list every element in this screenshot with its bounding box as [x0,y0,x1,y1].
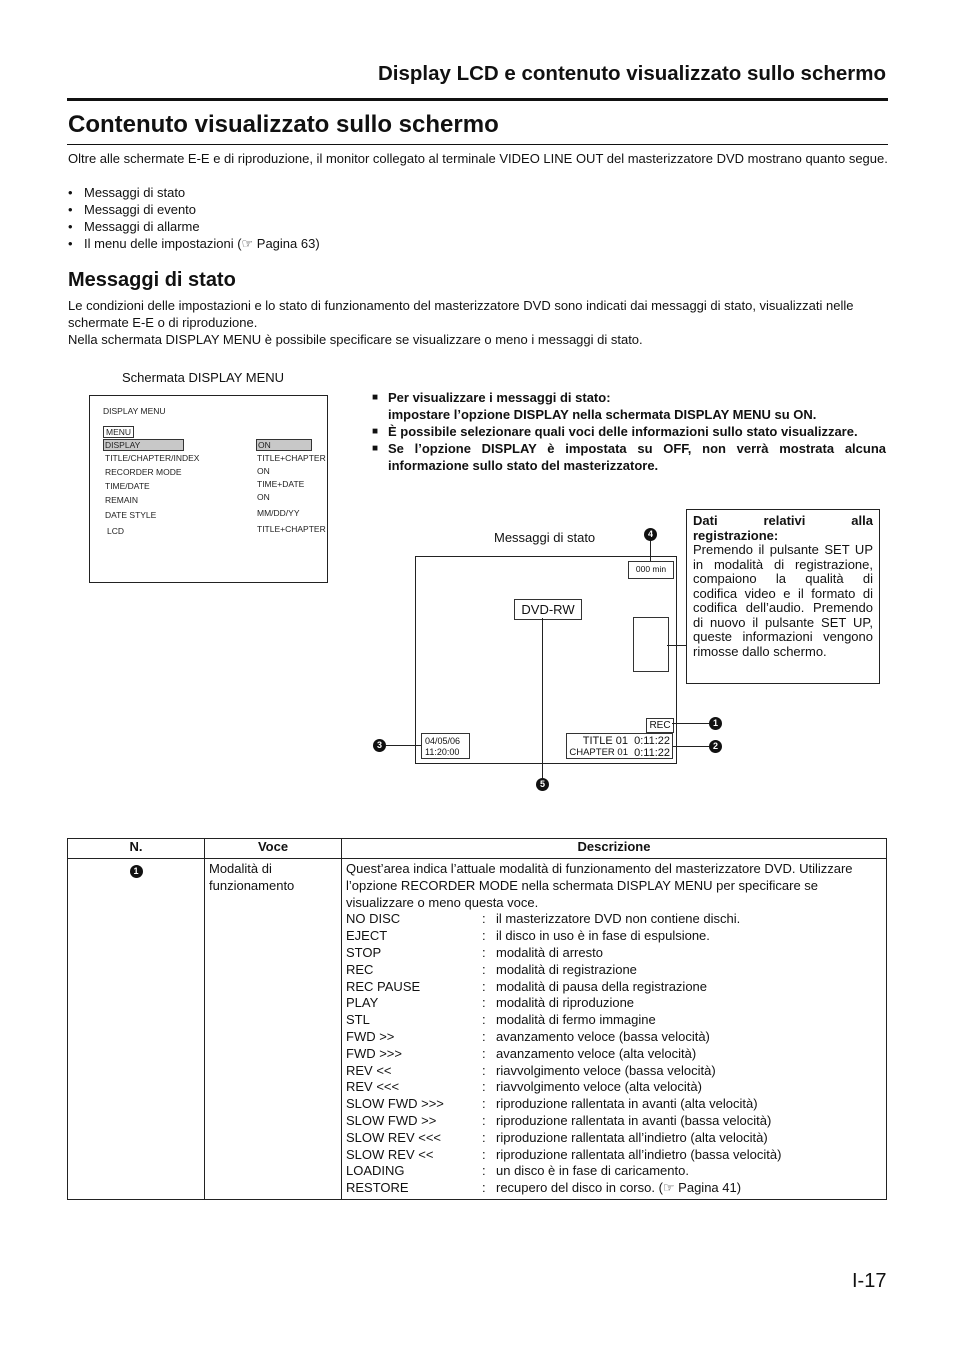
mode-description: riproduzione rallentata all’indietro (bassa velocità) [496,1146,782,1162]
rec-mode-indicator: REC [646,718,674,733]
mode-code: SLOW FWD >> [346,1112,437,1128]
menu-item-label: LCD [107,526,125,536]
page-number: I-17 [852,1270,887,1292]
mode-description: il disco in uso è in fase di espulsione. [496,928,710,944]
column-header: Voce [205,839,342,859]
mode-description: riproduzione rallentata in avanti (bassa velocità) [496,1112,772,1128]
mode-code: LOADING [346,1163,405,1179]
menu-item-label: DATE STYLE [105,510,157,520]
mode-code: SLOW REV <<< [346,1129,442,1145]
menu-item-label: REMAIN [105,495,139,505]
mode-row [346,1096,882,1113]
mode-separator: : [482,1062,486,1078]
mode-row [346,945,882,962]
menu-item-value-selected: ON [256,439,312,451]
mode-row [346,979,882,996]
mode-row [346,1147,882,1164]
mode-description: riproduzione rallentata all’indietro (alta velocità) [496,1129,768,1145]
marker-5: 5 [536,778,549,791]
display-menu-caption: Schermata DISPLAY MENU [122,370,285,385]
mode-row [346,1046,882,1063]
mode-row [346,1130,882,1147]
mode-separator: : [482,961,486,977]
mode-description: riavvolgimento veloce (bassa velocità) [496,1062,716,1078]
instruction-item: ■ Se l’opzione DISPLAY è impostata su OFF, non verrà mostrata alcuna informazione sullo stato del masterizzatore. [372,440,886,474]
mode-separator: : [482,911,486,927]
bullet-item: • Messaggi di stato [68,184,768,201]
mode-row [346,1079,882,1096]
menu-item-value: TITLE+CHAPTER [257,453,326,463]
mode-description: avanzamento veloce (alta velocità) [496,1045,697,1061]
mode-separator: : [482,1096,486,1112]
note-title: Dati relativi alla registrazione: [693,513,873,543]
mode-code: REC PAUSE [346,978,421,994]
marker-4: 4 [644,528,657,541]
mode-description: un disco è in fase di caricamento. [496,1163,689,1179]
menu-item-label-selected: DISPLAY [103,439,184,451]
instruction-item [372,389,886,423]
mode-list [346,911,882,1197]
date-text: 04/05/06 [425,736,461,746]
title-chapter-indicator [566,733,673,759]
column-header: Descrizione [342,839,887,859]
time-text: 11:20:00 [425,747,460,757]
intro-bullet-list [68,184,768,252]
mode-code: NO DISC [346,911,401,927]
mode-code: RESTORE [346,1180,409,1196]
chapter-row [567,747,672,759]
display-menu-title: DISPLAY MENU [103,406,166,416]
title-label: TITLE 01 [582,735,628,747]
mode-separator: : [482,1079,486,1095]
mode-separator: : [482,978,486,994]
mode-description: recupero del disco in corso. (☞ Pagina 41) [496,1180,742,1196]
recording-info-area [633,617,669,672]
menu-item-label: TIME/DATE [105,481,150,491]
header-rule [67,98,888,101]
mode-row [346,928,882,945]
mode-separator: : [482,928,486,944]
mode-code: REV <<< [346,1079,400,1095]
mode-separator: : [482,1028,486,1044]
mode-description: modalità di arresto [496,944,603,960]
mode-separator: : [482,944,486,960]
mode-row [346,962,882,979]
page-header-title: Display LCD e contenuto visualizzato sullo schermo [377,62,886,85]
mode-separator: : [482,1112,486,1128]
title-row [567,735,672,747]
leader-line [672,723,709,724]
row-description-cell [342,859,887,1200]
mode-code: STOP [346,944,382,960]
mode-description: modalità di fermo immagine [496,1012,656,1028]
instruction-item: ■ È possibile selezionare quali voci delle informazioni sullo stato visualizzare. [372,423,886,440]
disc-type-indicator: DVD-RW [514,599,582,620]
mode-row [346,1163,882,1180]
recording-data-note [686,509,880,684]
bullet-item: • Messaggi di allarme [68,218,768,235]
mode-row [346,1029,882,1046]
row-number-cell [68,859,205,1200]
time-date-indicator [421,733,470,759]
chapter-time: 0:11:22 [634,747,670,759]
bullet-item: • Il menu delle impostazioni (☞ Pagina 63) [68,235,768,252]
mode-separator: : [482,1129,486,1145]
mode-row [346,911,882,928]
menu-item-value: TIME+DATE [257,479,305,489]
marker-3: 3 [373,739,386,752]
mode-separator: : [482,1180,486,1196]
menu-label: MENU [103,426,134,438]
menu-item-value: MM/DD/YY [257,508,300,518]
leader-line [673,746,709,747]
mode-code: SLOW REV << [346,1146,434,1162]
subsection-paragraph: Nella schermata DISPLAY MENU è possibile specificare se visualizzare o meno i messaggi di stato. [68,332,643,347]
mode-description: modalità di riproduzione [496,995,635,1011]
mode-description: avanzamento veloce (bassa velocità) [496,1028,710,1044]
mode-description: il masterizzatore DVD non contiene dischi. [496,911,741,927]
table-row [68,859,887,1200]
mode-row [346,1063,882,1080]
menu-item-value: TITLE+CHAPTER [257,524,326,534]
section-title: Contenuto visualizzato sullo schermo [68,111,499,138]
remain-indicator: 000 min [628,561,674,579]
mode-code: EJECT [346,928,388,944]
section-rule [67,144,888,145]
menu-item-value: ON [257,492,270,502]
leader-line [386,745,421,746]
leader-line [542,618,543,778]
mode-description: modalità di registrazione [496,961,637,977]
mode-description: modalità di pausa della registrazione [496,978,708,994]
bullet-item: • Messaggi di evento [68,201,768,218]
mode-row [346,1012,882,1029]
mode-code: SLOW FWD >>> [346,1096,444,1112]
menu-item-label: TITLE/CHAPTER/INDEX [105,453,200,463]
title-time: 0:11:22 [634,735,670,747]
mode-separator: : [482,1146,486,1162]
marker-1: 1 [709,717,722,730]
row-item-cell: Modalità di funzionamento [205,859,342,1200]
chapter-label: CHAPTER 01 [569,747,628,758]
mode-row [346,995,882,1012]
instruction-text: impostare l’opzione DISPLAY nella schermata DISPLAY MENU su ON. [388,407,817,422]
leader-line [650,540,651,561]
subsection-paragraph: Le condizioni delle impostazioni e lo stato di funzionamento del masterizzatore DVD sono indicati dai messaggi di stato, visualizzati nelle schermate E-E o di riproduzione. [68,298,854,330]
leader-line [667,645,686,646]
mode-code: FWD >>> [346,1045,402,1061]
mode-separator: : [482,1012,486,1028]
instruction-text: Per visualizzare i messaggi di stato: [388,390,611,405]
mode-code: FWD >> [346,1028,395,1044]
mode-description: riproduzione rallentata in avanti (alta velocità) [496,1096,758,1112]
subsection-body [68,297,888,348]
subsection-title: Messaggi di stato [68,269,236,291]
row-number-marker: 1 [130,865,143,878]
display-menu-screen [89,395,328,583]
mode-row [346,1180,882,1197]
status-table [67,838,887,1200]
mode-separator: : [482,1045,486,1061]
marker-2: 2 [709,740,722,753]
row-description-text: Quest’area indica l’attuale modalità di funzionamento del masterizzatore DVD. Utilizzare l’opzione RECORDER MODE nella schermata DISPLAY MENU per specificare se visualizzare o meno questa voce. [346,861,853,910]
mode-code: STL [346,1012,370,1028]
mode-row [346,1113,882,1130]
menu-item-label: RECORDER MODE [105,467,182,477]
mode-separator: : [482,995,486,1011]
intro-paragraph: Oltre alle schermate E-E e di riproduzione, il monitor collegato al terminale VIDEO LINE OUT del masterizzatore DVD mostrano quanto segue. [68,151,888,166]
note-body: Premendo il pulsante SET UP in modalità di registrazione, compaiono la qualità di codifica video e il formato di codifica dell’audio. Premendo di nuovo il pulsante SET UP, queste informazioni vengono rimosse dallo schermo. [693,542,873,659]
mode-code: REV << [346,1062,392,1078]
menu-item-value: ON [257,466,270,476]
mode-code: PLAY [346,995,379,1011]
mode-description: riavvolgimento veloce (alta velocità) [496,1079,702,1095]
status-screen-caption: Messaggi di stato [494,530,596,545]
column-header: N. [68,839,205,859]
mode-code: REC [346,961,374,977]
instruction-list [372,389,886,474]
mode-separator: : [482,1163,486,1179]
table-header-row [68,839,887,859]
